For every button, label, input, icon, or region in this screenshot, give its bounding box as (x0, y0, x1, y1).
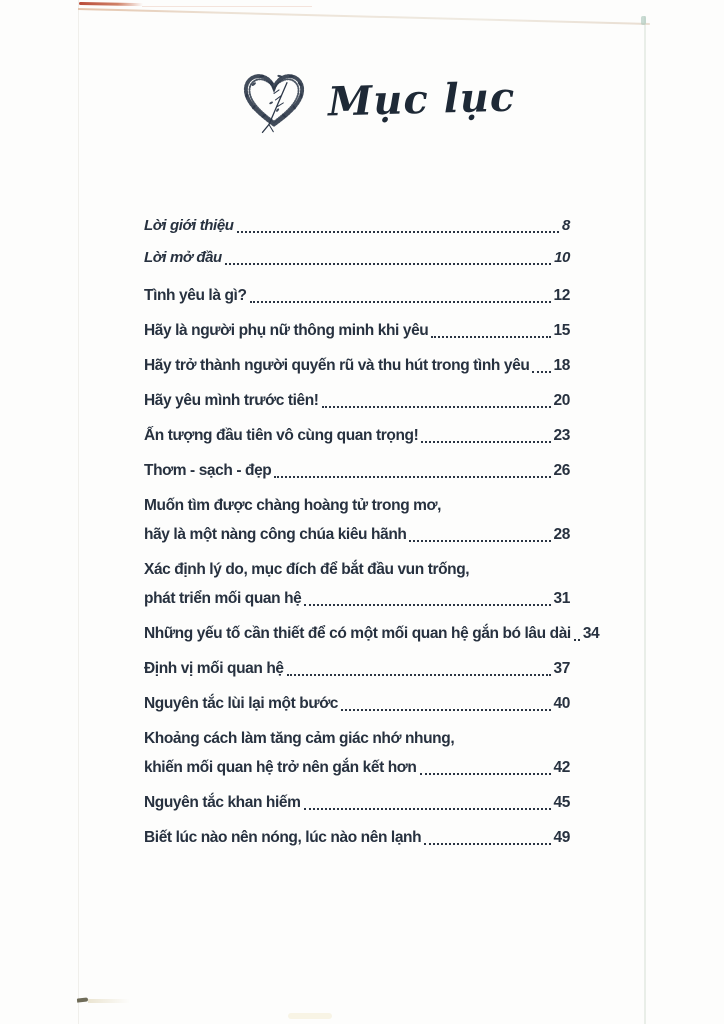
toc-entry-page-number: 40 (553, 695, 570, 712)
toc-entry-row (144, 758, 570, 778)
toc-entry-page-number: 12 (553, 287, 570, 304)
toc-entry-row (144, 391, 570, 411)
toc-entry-title: Nguyên tắc khan hiếm (144, 794, 301, 811)
toc-entry-row (144, 624, 600, 644)
toc-entry-title: Biết lúc nào nên nóng, lúc nào nên lạnh (144, 829, 422, 846)
toc-entry-row (144, 216, 570, 236)
toc-entry-page-number: 15 (553, 322, 570, 339)
dotted-leader (304, 604, 550, 606)
toc-entry-page-number: 8 (562, 217, 570, 234)
toc-entry-title: Hãy trở thành người quyến rũ và thu hút trong tình yêu (144, 357, 530, 374)
dotted-leader (574, 639, 580, 641)
toc-entry-title: Hãy yêu mình trước tiên! (144, 392, 319, 409)
toc-entry-title: Nguyên tắc lùi lại một bước (144, 695, 339, 712)
toc-entry-page-number: 20 (553, 392, 570, 409)
toc-entry-row (144, 694, 570, 714)
toc-entry-title: Lời mở đầu (144, 249, 222, 266)
toc-entry-page-number: 10 (554, 249, 570, 266)
dotted-leader (237, 231, 560, 233)
toc-entry-page-number: 34 (582, 625, 600, 642)
toc-entry-title: Hãy là người phụ nữ thông minh khi yêu (144, 322, 429, 339)
toc-entry-page-number: 18 (553, 357, 570, 374)
toc-entry-row (144, 589, 570, 609)
dotted-leader (322, 406, 551, 408)
toc-entry-row (144, 496, 570, 516)
toc-entry-title: Khoảng cách làm tăng cảm giác nhớ nhung, (144, 730, 455, 747)
toc-entry-title: Những yếu tố cần thiết để có một mối quan hệ gắn bó lâu dài (144, 625, 571, 642)
toc-entry-row (144, 793, 570, 813)
dotted-leader (341, 709, 551, 711)
toc-entry-title: hãy là một nàng công chúa kiêu hãnh (144, 526, 407, 543)
dotted-leader (274, 476, 550, 478)
toc-entry-page-number: 37 (553, 660, 570, 677)
toc-entry-row (144, 356, 570, 376)
dotted-leader (225, 263, 551, 265)
toc-entry-page-number: 42 (553, 759, 570, 776)
dotted-leader (304, 808, 551, 810)
toc-entry-row (144, 286, 570, 306)
dotted-leader (421, 441, 550, 443)
toc-entry-page-number: 26 (553, 462, 570, 479)
dotted-leader (287, 674, 551, 676)
toc-entry-row (144, 426, 570, 446)
toc-entry-row (144, 729, 570, 749)
toc-entry-page-number: 31 (553, 590, 570, 607)
heart-wreath-icon (238, 63, 310, 137)
toc-entry-row (144, 461, 570, 481)
page-title: Mục lục (327, 73, 516, 126)
toc-entry-title: Xác định lý do, mục đích để bắt đầu vun trống, (144, 561, 470, 578)
toc-entry-title: Muốn tìm được chàng hoàng tử trong mơ, (144, 497, 442, 514)
toc-entry-row (144, 659, 570, 679)
toc-entry-title: phát triển mối quan hệ (144, 590, 302, 607)
toc-entry-row (144, 828, 570, 848)
toc-header (238, 62, 570, 138)
toc-entry-title: Thơm - sạch - đẹp (144, 462, 272, 479)
dotted-leader (532, 371, 550, 373)
toc-entry-page-number: 49 (553, 829, 570, 846)
toc-entry-title: Định vị mối quan hệ (144, 660, 284, 677)
toc-entry-page-number: 28 (553, 526, 570, 543)
toc-entry-page-number: 45 (553, 794, 570, 811)
toc-entry-page-number: 23 (553, 427, 570, 444)
toc-entry-row (144, 560, 570, 580)
toc-entry-title: Ấn tượng đầu tiên vô cùng quan trọng! (144, 427, 419, 444)
toc-entry-title: Tình yêu là gì? (144, 287, 247, 304)
toc-entry-title: Lời giới thiệu (144, 217, 234, 234)
toc-list (144, 216, 600, 848)
dotted-leader (409, 540, 550, 542)
toc-entry-row (144, 525, 570, 545)
toc-entry-row (144, 321, 570, 341)
dotted-leader (431, 336, 550, 338)
dotted-leader (424, 843, 550, 845)
dotted-leader (250, 301, 551, 303)
toc-entry-row (144, 248, 570, 268)
dotted-leader (420, 773, 551, 775)
toc-entry-title: khiến mối quan hệ trở nên gắn kết hơn (144, 759, 417, 776)
